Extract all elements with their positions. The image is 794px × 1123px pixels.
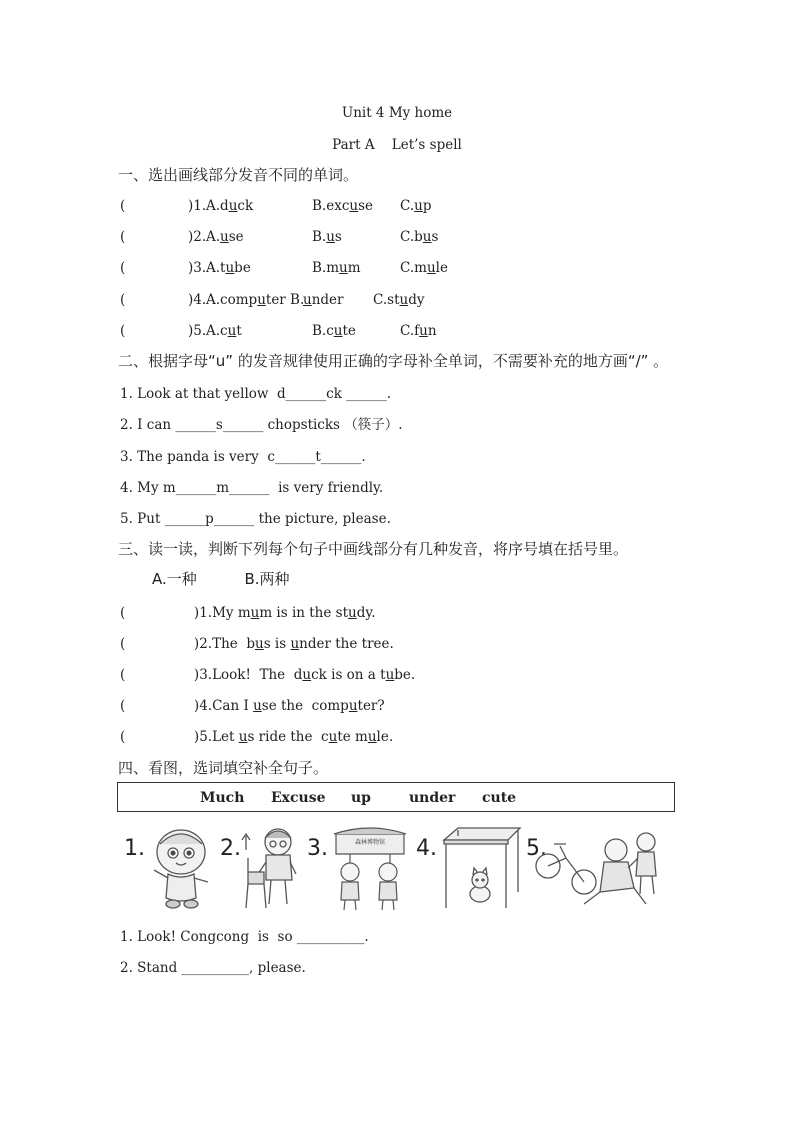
sentence-part: le. bbox=[376, 729, 394, 745]
word-bank bbox=[117, 782, 675, 812]
question-number: )4. bbox=[188, 292, 207, 308]
word-part: ck bbox=[237, 198, 254, 214]
word-part: se bbox=[358, 198, 374, 214]
option-a bbox=[206, 323, 242, 339]
sound-question-row bbox=[120, 728, 393, 746]
word-part: B.exc bbox=[312, 198, 350, 214]
sentence-part: se the comp bbox=[261, 698, 349, 714]
picture-number: 4. bbox=[416, 836, 437, 861]
word-part: B.m bbox=[312, 260, 340, 276]
option-c bbox=[400, 229, 438, 245]
word-part: A.c bbox=[206, 323, 228, 339]
option-b bbox=[303, 292, 343, 308]
sound-question-row bbox=[120, 635, 394, 653]
choice-question-row bbox=[120, 229, 720, 247]
sentence-part: nder the tree. bbox=[299, 636, 394, 652]
underlined-letter: u bbox=[426, 260, 436, 276]
word-part: te bbox=[342, 323, 356, 339]
section4-heading: 四、看图，选词填空补全句子。 bbox=[118, 759, 329, 777]
underlined-letter: u bbox=[326, 229, 335, 245]
help-fallen-man-picture bbox=[534, 822, 668, 912]
section3-options: A.一种 B.两种 bbox=[152, 570, 290, 588]
word-part: A. bbox=[206, 229, 221, 245]
underlined-letter: u bbox=[419, 323, 428, 339]
word-part: B.c bbox=[312, 323, 334, 339]
word-part: m bbox=[347, 260, 361, 276]
underlined-letter: u bbox=[385, 667, 395, 683]
underlined-letter: u bbox=[250, 605, 260, 621]
museum-sign: 森林博物馆 bbox=[354, 839, 386, 846]
question-number: )1. bbox=[188, 198, 207, 214]
underlined-letter: u bbox=[348, 605, 357, 621]
cute-mascot-picture bbox=[146, 822, 216, 912]
underlined-letter: u bbox=[367, 729, 377, 745]
question-number: )3. bbox=[188, 260, 207, 276]
sound-question-row bbox=[120, 697, 385, 715]
choice-question-row bbox=[120, 198, 720, 216]
section2-line-3: 3. The panda is very c______t______. bbox=[120, 449, 366, 465]
underlined-letter: u bbox=[333, 323, 343, 339]
word-part: ter B. bbox=[265, 292, 305, 308]
option-b bbox=[312, 323, 356, 339]
word-bank-item: Excuse bbox=[271, 790, 326, 806]
underlined-letter: u bbox=[399, 292, 409, 308]
word-part: t bbox=[236, 323, 242, 339]
word-part: C.m bbox=[400, 260, 427, 276]
cat-under-table-picture bbox=[436, 822, 522, 912]
underlined-letter: u bbox=[302, 667, 312, 683]
worksheet-title: Unit 4 My home bbox=[341, 105, 453, 121]
word-part: B. bbox=[312, 229, 327, 245]
section2-line-1: 1. Look at that yellow d______ck ______. bbox=[120, 386, 391, 402]
underlined-letter: u bbox=[255, 636, 264, 652]
sentence-part: ( )5.Let bbox=[120, 729, 239, 745]
option-b bbox=[312, 198, 373, 214]
question-number: )2. bbox=[188, 229, 207, 245]
word-bank-item: up bbox=[351, 790, 371, 806]
question-number: )5. bbox=[188, 323, 207, 339]
museum-excuse-picture bbox=[330, 822, 410, 912]
answer-paren: ( bbox=[120, 323, 126, 339]
sound-question-row bbox=[120, 604, 376, 622]
section2-line-2: 2. I can ______s______ chopsticks （筷子）. bbox=[120, 417, 403, 433]
word-part: C.f bbox=[400, 323, 420, 339]
picture-number: 3. bbox=[307, 836, 328, 861]
word-part: A.comp bbox=[206, 292, 258, 308]
word-part: C. bbox=[400, 198, 415, 214]
sentence-part: ter? bbox=[357, 698, 385, 714]
option-a bbox=[206, 198, 253, 214]
option-c bbox=[400, 260, 448, 276]
word-part: s bbox=[334, 229, 342, 245]
choice-question-row bbox=[120, 260, 720, 278]
section2-heading: 二、根据字母“u” 的发音规律使用正确的字母补全单词，不需要补充的地方画“/” 。 bbox=[118, 352, 669, 370]
sentence-part: s ride the c bbox=[247, 729, 329, 745]
underlined-letter: u bbox=[414, 198, 423, 214]
sentence-part: s is bbox=[263, 636, 291, 652]
underlined-letter: u bbox=[290, 636, 300, 652]
underlined-letter: u bbox=[303, 292, 312, 308]
sentence-part: ( )2.The b bbox=[120, 636, 255, 652]
option-a bbox=[206, 292, 304, 308]
section1-heading: 一、选出画线部分发音不同的单词。 bbox=[118, 166, 359, 184]
word-part: n bbox=[427, 323, 437, 339]
word-part: nder bbox=[311, 292, 344, 308]
option-b bbox=[312, 260, 361, 276]
sound-question-row bbox=[120, 666, 415, 684]
option-a bbox=[206, 229, 244, 245]
sentence-part: ( )4.Can I bbox=[120, 698, 254, 714]
underlined-letter: u bbox=[227, 323, 237, 339]
word-part: p bbox=[422, 198, 432, 214]
word-part: C.b bbox=[400, 229, 423, 245]
word-part: A.t bbox=[206, 260, 226, 276]
option-c bbox=[400, 198, 432, 214]
picture-number: 5. bbox=[526, 836, 547, 861]
underlined-letter: u bbox=[348, 698, 358, 714]
word-bank-item: under bbox=[409, 790, 456, 806]
sentence-part: te m bbox=[337, 729, 368, 745]
sentence-part: ( )1.My m bbox=[120, 605, 251, 621]
section2-line-4: 4. My m______m______ is very friendly. bbox=[120, 480, 384, 496]
option-b bbox=[312, 229, 342, 245]
word-part: se bbox=[228, 229, 244, 245]
word-part: be bbox=[234, 260, 251, 276]
choice-question-row bbox=[120, 323, 720, 341]
word-bank-item: Much bbox=[200, 790, 245, 806]
underlined-letter: u bbox=[328, 729, 338, 745]
word-part: dy bbox=[408, 292, 425, 308]
boy-stand-up-picture bbox=[238, 822, 304, 912]
picture-number: 1. bbox=[124, 836, 145, 861]
underlined-letter: u bbox=[220, 229, 229, 245]
option-c bbox=[373, 292, 424, 308]
choice-question-row bbox=[120, 292, 720, 310]
underlined-letter: u bbox=[228, 198, 238, 214]
word-part: C.st bbox=[373, 292, 400, 308]
section2-line-5: 5. Put ______p______ the picture, please. bbox=[120, 511, 391, 527]
underlined-letter: u bbox=[253, 698, 262, 714]
answer-paren: ( bbox=[120, 260, 126, 276]
underlined-letter: u bbox=[339, 260, 348, 276]
section4-line-2: 2. Stand __________, please. bbox=[120, 960, 306, 976]
answer-paren: ( bbox=[120, 229, 126, 245]
word-part: A.d bbox=[206, 198, 229, 214]
word-bank-item: cute bbox=[482, 790, 517, 806]
worksheet-subtitle: Part A Let’s spell bbox=[332, 137, 462, 153]
option-c bbox=[400, 323, 437, 339]
answer-paren: ( bbox=[120, 198, 126, 214]
underlined-letter: u bbox=[257, 292, 266, 308]
underlined-letter: u bbox=[422, 229, 432, 245]
underlined-letter: u bbox=[225, 260, 235, 276]
option-a bbox=[206, 260, 251, 276]
sentence-part: dy. bbox=[356, 605, 376, 621]
underlined-letter: u bbox=[238, 729, 248, 745]
answer-paren: ( bbox=[120, 292, 126, 308]
picture-number: 2. bbox=[220, 836, 241, 861]
sentence-part: be. bbox=[394, 667, 416, 683]
word-part: s bbox=[431, 229, 439, 245]
section3-heading: 三、读一读，判断下列每个句子中画线部分有几种发音，将序号填在括号里。 bbox=[118, 540, 629, 558]
sentence-part: ck is on a t bbox=[311, 667, 386, 683]
sentence-part: m is in the st bbox=[259, 605, 349, 621]
underlined-letter: u bbox=[349, 198, 359, 214]
section4-line-1: 1. Look! Congcong is so __________. bbox=[120, 929, 369, 945]
word-part: le bbox=[435, 260, 448, 276]
sentence-part: ( )3.Look! The d bbox=[120, 667, 303, 683]
